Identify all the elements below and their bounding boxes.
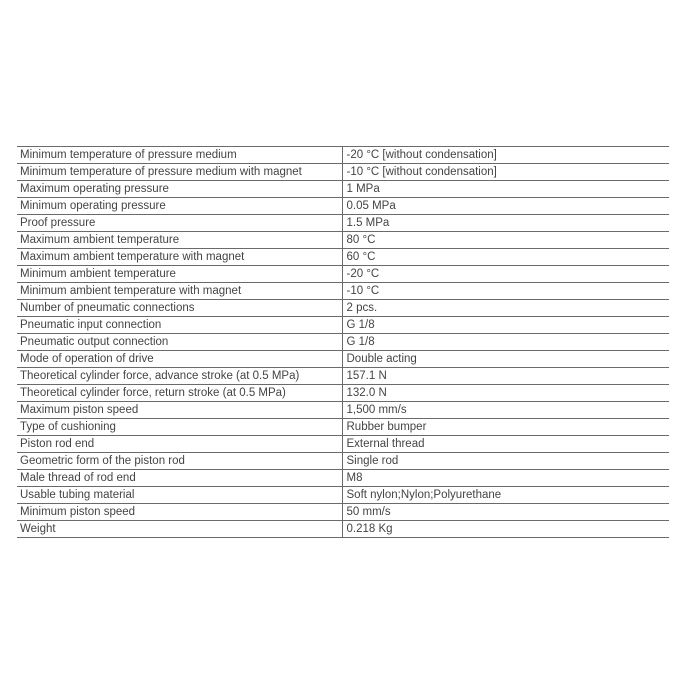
spec-name: Geometric form of the piston rod (17, 453, 342, 470)
table-row (17, 402, 669, 419)
spec-value: -10 °C (342, 283, 669, 300)
table-row (17, 436, 669, 453)
spec-name: Number of pneumatic connections (17, 300, 342, 317)
spec-name: Minimum temperature of pressure medium (17, 147, 342, 164)
spec-name: Pneumatic output connection (17, 334, 342, 351)
spec-name: Type of cushioning (17, 419, 342, 436)
spec-value: -20 °C [without condensation] (342, 147, 669, 164)
table-row (17, 164, 669, 181)
spec-value: M8 (342, 470, 669, 487)
spec-name: Minimum ambient temperature with magnet (17, 283, 342, 300)
table-row (17, 419, 669, 436)
spec-value: 60 °C (342, 249, 669, 266)
table-row (17, 232, 669, 249)
spec-value: 1.5 MPa (342, 215, 669, 232)
table-row (17, 181, 669, 198)
spec-name: Pneumatic input connection (17, 317, 342, 334)
table-row (17, 487, 669, 504)
spec-value: 0.218 Kg (342, 521, 669, 538)
table-row (17, 300, 669, 317)
table-row (17, 504, 669, 521)
table-row (17, 317, 669, 334)
spec-value: Double acting (342, 351, 669, 368)
spec-name: Maximum piston speed (17, 402, 342, 419)
table-row (17, 215, 669, 232)
spec-value: 1,500 mm/s (342, 402, 669, 419)
table-row (17, 283, 669, 300)
table-row (17, 198, 669, 215)
spec-value: 0.05 MPa (342, 198, 669, 215)
spec-value: G 1/8 (342, 317, 669, 334)
spec-value: 80 °C (342, 232, 669, 249)
spec-name: Theoretical cylinder force, advance stroke (at 0.5 MPa) (17, 368, 342, 385)
spec-name: Mode of operation of drive (17, 351, 342, 368)
spec-table (17, 146, 669, 538)
table-row (17, 453, 669, 470)
spec-value: 2 pcs. (342, 300, 669, 317)
spec-name: Male thread of rod end (17, 470, 342, 487)
table-row (17, 521, 669, 538)
spec-name: Weight (17, 521, 342, 538)
spec-value: Soft nylon;Nylon;Polyurethane (342, 487, 669, 504)
spec-name: Minimum temperature of pressure medium with magnet (17, 164, 342, 181)
spec-value: 132.0 N (342, 385, 669, 402)
spec-name: Maximum ambient temperature with magnet (17, 249, 342, 266)
table-row (17, 266, 669, 283)
table-row (17, 368, 669, 385)
spec-name: Maximum ambient temperature (17, 232, 342, 249)
spec-name: Theoretical cylinder force, return stroke (at 0.5 MPa) (17, 385, 342, 402)
spec-value: -10 °C [without condensation] (342, 164, 669, 181)
spec-value: 50 mm/s (342, 504, 669, 521)
spec-name: Usable tubing material (17, 487, 342, 504)
spec-name: Maximum operating pressure (17, 181, 342, 198)
table-row (17, 334, 669, 351)
spec-name: Piston rod end (17, 436, 342, 453)
spec-name: Minimum ambient temperature (17, 266, 342, 283)
table-row (17, 351, 669, 368)
spec-value: Single rod (342, 453, 669, 470)
spec-value: External thread (342, 436, 669, 453)
spec-name: Minimum piston speed (17, 504, 342, 521)
spec-value: Rubber bumper (342, 419, 669, 436)
spec-name: Minimum operating pressure (17, 198, 342, 215)
spec-table-body (17, 147, 669, 538)
table-row (17, 470, 669, 487)
spec-value: 157.1 N (342, 368, 669, 385)
table-row (17, 385, 669, 402)
table-row (17, 147, 669, 164)
table-row (17, 249, 669, 266)
spec-name: Proof pressure (17, 215, 342, 232)
spec-value: 1 MPa (342, 181, 669, 198)
spec-value: G 1/8 (342, 334, 669, 351)
spec-value: -20 °C (342, 266, 669, 283)
